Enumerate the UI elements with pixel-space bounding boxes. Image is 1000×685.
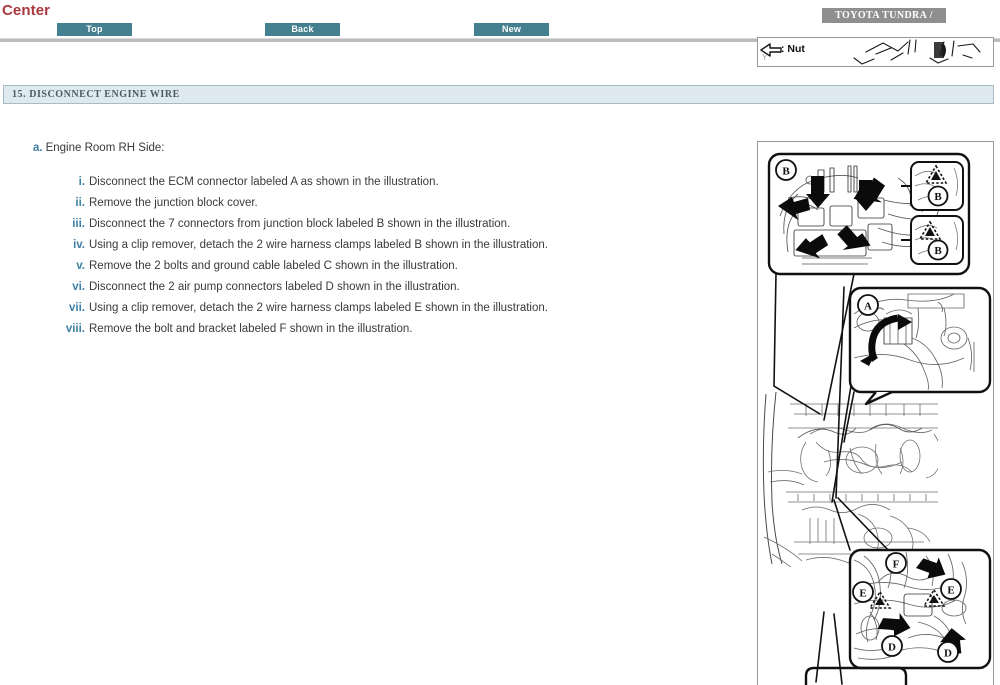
substep-text: Disconnect the 7 connectors from junction block labeled B shown in the illustration. bbox=[89, 218, 511, 230]
callout-b-top bbox=[769, 154, 969, 274]
substep-marker: vii. bbox=[69, 302, 85, 314]
figure-main-svg bbox=[758, 142, 993, 685]
substep-marker: iii. bbox=[72, 218, 85, 230]
substep-list bbox=[0, 172, 740, 340]
callout-label-e-left bbox=[853, 582, 873, 602]
callout-d-left-text: D bbox=[888, 641, 896, 654]
figure-partial-previous bbox=[757, 37, 994, 67]
nav-button-top[interactable]: Top bbox=[57, 23, 132, 36]
page-title: Center bbox=[2, 2, 51, 19]
substep-marker: i. bbox=[78, 176, 85, 188]
procedure-content bbox=[0, 140, 740, 340]
list-item bbox=[0, 319, 740, 340]
step-marker: a. bbox=[33, 142, 43, 154]
figure-main-illustration bbox=[757, 141, 994, 685]
list-item bbox=[0, 214, 740, 235]
callout-f-text: F bbox=[892, 558, 900, 571]
substep-text: Remove the junction block cover. bbox=[89, 197, 258, 209]
list-item bbox=[0, 298, 740, 319]
clamp-detail-label-2: B bbox=[934, 245, 942, 258]
callout-bottom bbox=[850, 550, 990, 668]
substep-marker: ii. bbox=[75, 197, 85, 209]
substep-text: Remove the bolt and bracket labeled F shown in the illustration. bbox=[89, 323, 413, 335]
list-item bbox=[0, 172, 740, 193]
callout-label-a bbox=[858, 295, 878, 315]
substep-text: Disconnect the 2 air pump connectors labeled D shown in the illustration. bbox=[89, 281, 460, 293]
figure-partial-legend: : Nut bbox=[781, 43, 805, 55]
callout-d-right-text: D bbox=[944, 647, 952, 660]
callout-label-d-left bbox=[882, 636, 902, 656]
list-item bbox=[0, 277, 740, 298]
engine-bay-drawing bbox=[763, 392, 946, 576]
callout-b-text: B bbox=[782, 165, 790, 178]
substep-marker: iv. bbox=[73, 239, 85, 251]
callout-e-right-text: E bbox=[947, 584, 955, 597]
callout-label-f bbox=[886, 553, 906, 573]
callout-bottom-cutoff bbox=[806, 668, 906, 685]
substep-text: Using a clip remover, detach the 2 wire harness clamps labeled B shown in the illustration. bbox=[89, 239, 548, 251]
step-text: Engine Room RH Side: bbox=[45, 142, 165, 154]
list-item bbox=[0, 256, 740, 277]
figure-partial-corner-mark: Y bbox=[762, 53, 768, 62]
clamp-detail-box-1 bbox=[901, 162, 963, 210]
clamp-detail-label-1: B bbox=[934, 191, 942, 204]
list-item bbox=[0, 235, 740, 256]
callout-label-b bbox=[776, 160, 796, 180]
section-header-bar bbox=[3, 85, 994, 104]
nav-button-new[interactable]: New bbox=[474, 23, 549, 36]
substep-marker: vi. bbox=[72, 281, 85, 293]
substep-marker: v. bbox=[76, 260, 85, 272]
page-header bbox=[0, 0, 1000, 38]
callout-label-e-right bbox=[941, 579, 961, 599]
section-title: 15. DISCONNECT ENGINE WIRE bbox=[12, 89, 180, 100]
nav-button-back[interactable]: Back bbox=[265, 23, 340, 36]
substep-text: Disconnect the ECM connector labeled A as shown in the illustration. bbox=[89, 176, 439, 188]
list-item bbox=[0, 193, 740, 214]
substep-marker: viii. bbox=[65, 323, 85, 335]
model-badge: TOYOTA TUNDRA / bbox=[822, 8, 946, 23]
callout-a-tail bbox=[866, 392, 892, 404]
substep-text: Using a clip remover, detach the 2 wire harness clamps labeled E shown in the illustration. bbox=[89, 302, 548, 314]
callout-a-text: A bbox=[864, 300, 872, 313]
callout-e-left-text: E bbox=[859, 587, 867, 600]
substep-text: Remove the 2 bolts and ground cable labeled C shown in the illustration. bbox=[89, 260, 458, 272]
clamp-detail-box-2 bbox=[901, 216, 963, 264]
callout-label-d-right bbox=[938, 642, 958, 662]
procedure-step-a bbox=[33, 140, 740, 156]
callout-a bbox=[850, 288, 990, 404]
